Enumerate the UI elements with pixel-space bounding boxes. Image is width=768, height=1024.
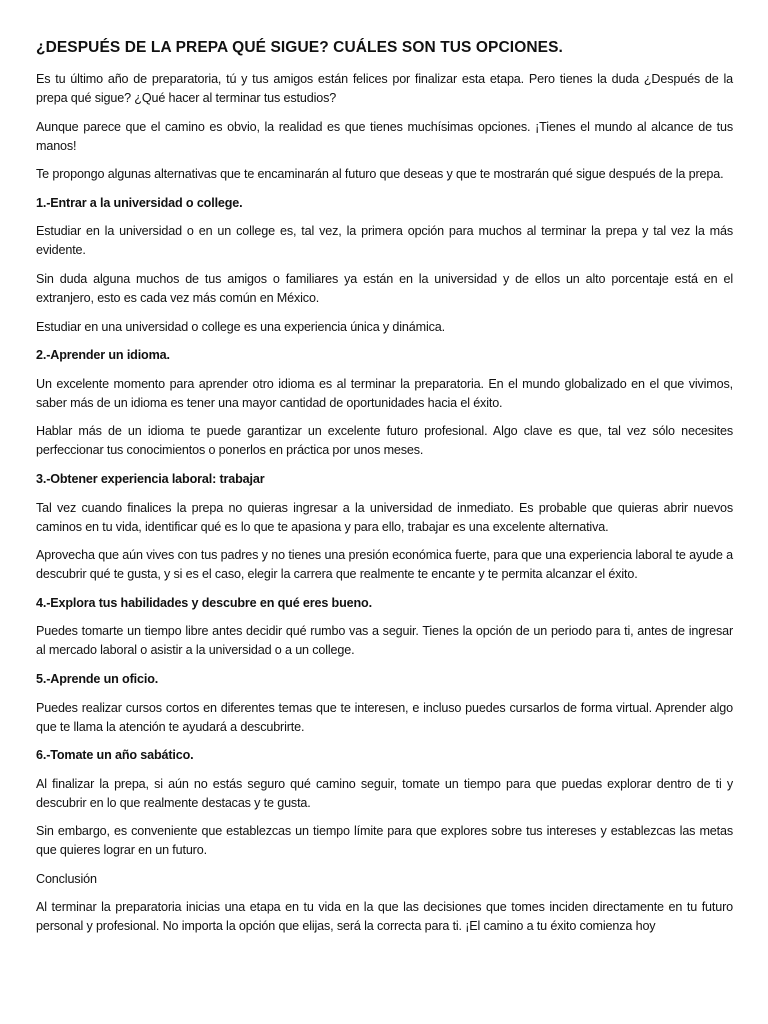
- section-heading: 6.-Tomate un año sabático.: [36, 748, 194, 763]
- section-heading: 1.-Entrar a la universidad o college.: [36, 195, 243, 210]
- paragraph: Te propongo algunas alternativas que te encaminarán al futuro que deseas y que te mostrarán qué sigue después de la prepa.: [36, 167, 724, 182]
- section-heading: 3.-Obtener experiencia laboral: trabajar: [36, 471, 265, 486]
- paragraph: Un excelente momento para aprender otro idioma es al terminar la preparatoria. En el mundo globalizado en el que vivimos, saber más de un idioma es tener una mayor cantidad de oportunidades hacia el éxito.: [36, 376, 733, 410]
- section-heading: 2.-Aprender un idioma.: [36, 348, 170, 363]
- paragraph: Hablar más de un idioma te puede garantizar un excelente futuro profesional. Algo clave es que, tal vez sólo necesites perfeccionar tus conocimientos o ponerlos en práctica por unos meses.: [36, 424, 733, 458]
- page-title: ¿DESPUÉS DE LA PREPA QUÉ SIGUE? CUÁLES SON TUS OPCIONES.: [36, 39, 563, 56]
- document-page: [36, 38, 733, 946]
- paragraph: Tal vez cuando finalices la prepa no quieras ingresar a la universidad de inmediato. Es probable que quieras abrir nuevos caminos en tu vida, identificar qué es lo que te apasiona y para ello, trabajar es una excelente alternativa.: [36, 500, 733, 534]
- section-heading: 4.-Explora tus habilidades y descubre en qué eres bueno.: [36, 595, 372, 610]
- paragraph: Al finalizar la prepa, si aún no estás seguro qué camino seguir, tomate un tiempo para que puedas explorar dentro de ti y descubrir en lo que realmente destacas y te gusta.: [36, 776, 733, 810]
- paragraph: Sin embargo, es conveniente que establezcas un tiempo límite para que explores sobre tus intereses y establezcas las metas que quieres lograr en un futuro.: [36, 824, 733, 858]
- conclusion-heading: Conclusión: [36, 871, 97, 886]
- document-body: [36, 70, 733, 936]
- paragraph: Aprovecha que aún vives con tus padres y no tienes una presión económica fuerte, para que una experiencia laboral te ayude a descubrir qué te gusta, y si es el caso, elegir la carrera que realmente te encante y te permita alcanzar el éxito.: [36, 548, 733, 582]
- paragraph: Al terminar la preparatoria inicias una etapa en tu vida en la que las decisiones que tomes inciden directamente en tu futuro personal y profesional. No importa la opción que elijas, será la correcta para ti. ¡El camino a tu éxito comienza hoy: [36, 900, 733, 934]
- paragraph: Aunque parece que el camino es obvio, la realidad es que tienes muchísimas opciones. ¡Tienes el mundo al alcance de tus manos!: [36, 119, 733, 153]
- paragraph: Estudiar en una universidad o college es una experiencia única y dinámica.: [36, 319, 445, 334]
- paragraph: Puedes tomarte un tiempo libre antes decidir qué rumbo vas a seguir. Tienes la opción de un periodo para ti, antes de ingresar al mercado laboral o asistir a la universidad o a un college.: [36, 624, 733, 658]
- paragraph: Puedes realizar cursos cortos en diferentes temas que te interesen, e incluso puedes cursarlos de forma virtual. Aprender algo que te llama la atención te ayudará a descubrirte.: [36, 700, 733, 734]
- paragraph: Sin duda alguna muchos de tus amigos o familiares ya están en la universidad y de ellos un alto porcentaje está en el extranjero, esto es cada vez más común en México.: [36, 271, 733, 305]
- paragraph: Es tu último año de preparatoria, tú y tus amigos están felices por finalizar esta etapa. Pero tienes la duda ¿Después de la prepa qué sigue? ¿Qué hacer al terminar tus estudios?: [36, 72, 733, 105]
- section-heading: 5.-Aprende un oficio.: [36, 671, 159, 686]
- paragraph: Estudiar en la universidad o en un college es, tal vez, la primera opción para muchos al terminar la prepa y tal vez la más evidente.: [36, 224, 733, 258]
